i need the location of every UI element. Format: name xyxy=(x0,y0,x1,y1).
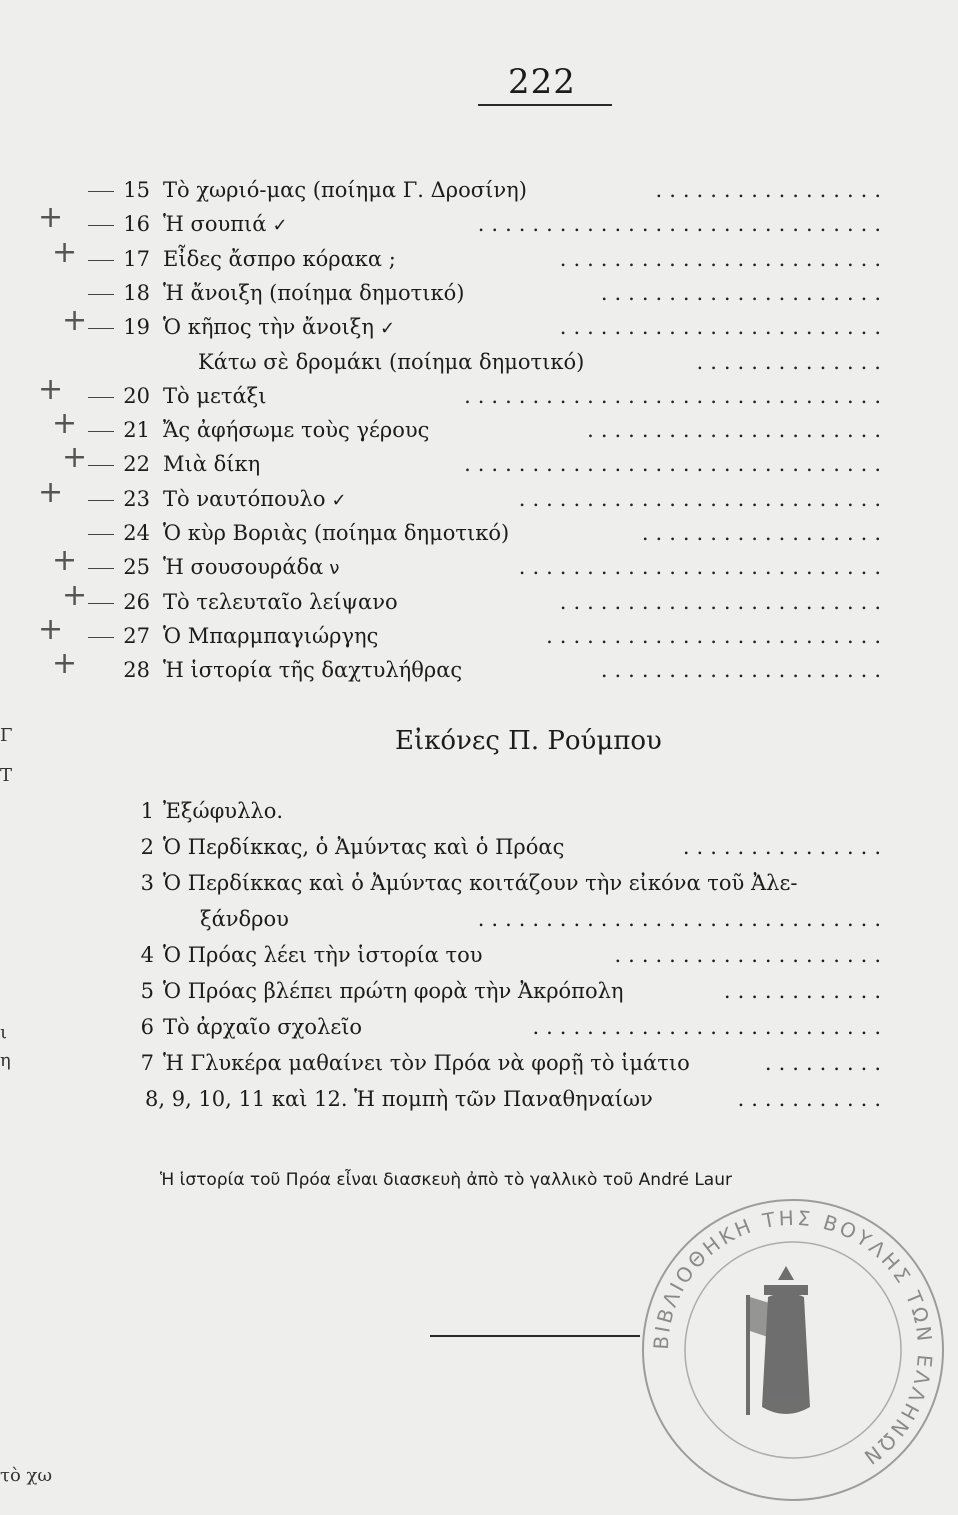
contents-entry xyxy=(0,621,900,651)
contents-entry xyxy=(0,312,900,342)
picture-number: 5 xyxy=(140,979,154,1003)
contents-entry xyxy=(0,484,900,514)
left-edge-fragment: Τ xyxy=(0,765,13,786)
entry-title: Μιὰ δίκη xyxy=(163,452,261,477)
leader-dots: ........................ xyxy=(559,246,888,271)
stamp-figure-icon xyxy=(746,1266,810,1415)
leader-dots: ............................... xyxy=(464,452,888,477)
entry-title: Ἡ σουσουράδα ν xyxy=(163,555,340,580)
left-edge-fragment: η xyxy=(0,1050,11,1071)
picture-title: 8, 9, 10, 11 καὶ 12. Ἡ πομπὴ τῶν Παναθηναίων xyxy=(145,1087,653,1111)
leader-dots: ............ xyxy=(723,979,888,1003)
entry-number: 26 xyxy=(123,589,150,614)
picture-title: Ὁ Περδίκκας καὶ ὁ Ἀμύντας κοιτάζουν τὴν εἰκόνα τοῦ Ἀλε- xyxy=(163,871,798,895)
entry-number: 19 xyxy=(123,315,150,340)
margin-dash-mark xyxy=(88,568,114,569)
check-mark: ✓ xyxy=(379,318,396,340)
entry-title: Τὸ τελευταῖο λείψανο xyxy=(163,589,398,614)
page-number-rule xyxy=(478,104,612,106)
picture-entry xyxy=(0,903,900,935)
page-number: 222 xyxy=(508,62,576,102)
entry-number: 20 xyxy=(123,383,150,408)
margin-dash-mark xyxy=(88,431,114,432)
picture-entry xyxy=(0,975,900,1007)
picture-entry xyxy=(0,939,900,971)
picture-number: 7 xyxy=(140,1051,154,1075)
margin-plus-mark: + xyxy=(38,371,64,407)
picture-entry xyxy=(0,1011,900,1043)
picture-title: Ὁ Πρόας βλέπει πρώτη φορὰ τὴν Ἀκρόπολη xyxy=(163,979,624,1003)
leader-dots: ............... xyxy=(682,835,888,859)
leader-dots: ........... xyxy=(737,1087,888,1111)
margin-plus-mark: + xyxy=(38,611,64,647)
entry-number: 25 xyxy=(123,555,150,580)
footnote: Ἡ ἱστορία τοῦ Πρόα εἶναι διασκευὴ ἀπὸ τὸ γαλλικὸ τοῦ André Laur xyxy=(160,1170,732,1190)
margin-dash-mark xyxy=(88,191,114,192)
contents-entry xyxy=(0,655,900,685)
entry-title: Ἄς ἀφήσωμε τοὺς γέρους xyxy=(163,418,430,443)
pictures-heading: Εἰκόνες Π. Ρούμπου xyxy=(395,726,662,756)
margin-plus-mark: + xyxy=(38,200,64,236)
contents-entry xyxy=(0,518,900,548)
margin-dash-mark xyxy=(88,397,114,398)
entry-number: 21 xyxy=(123,418,150,443)
margin-dash-mark xyxy=(88,603,114,604)
leader-dots: .............. xyxy=(696,349,888,374)
entry-title: Εἶδες ἄσπρο κόρακα ; xyxy=(163,246,396,271)
picture-title: Ὁ Πρόας λέει τὴν ἱστορία του xyxy=(163,943,483,967)
margin-plus-mark: + xyxy=(52,406,78,442)
leader-dots: ............................... xyxy=(464,383,888,408)
entry-title: Ἡ σουπιά ✓ xyxy=(163,212,288,237)
margin-dash-mark xyxy=(88,637,114,638)
margin-dash-mark xyxy=(88,534,114,535)
left-edge-fragment: Γ xyxy=(0,725,13,746)
entry-title: Ὁ κῆπος τὴν ἄνοιξη ✓ xyxy=(163,315,396,340)
entry-title: Ὁ κὺρ Βοριὰς (ποίημα δημοτικό) xyxy=(163,521,510,545)
contents-entry xyxy=(0,381,900,411)
margin-dash-mark xyxy=(88,260,114,261)
leader-dots: ..................... xyxy=(600,658,888,683)
entry-number: 23 xyxy=(123,486,150,511)
contents-entry xyxy=(0,175,900,205)
stamp-text: ΒΙΒΛΙΟΘΗΚΗ ΤΗΣ ΒΟΥΛΗΣ ΤΩΝ ΕΛΛΗΝΩΝ xyxy=(648,1205,938,1471)
margin-plus-mark: + xyxy=(38,474,64,510)
picture-entry xyxy=(0,831,900,863)
leader-dots: ........................ xyxy=(559,315,888,340)
leader-dots: ..................... xyxy=(600,280,888,305)
margin-plus-mark: + xyxy=(52,543,78,579)
entry-title: Ἡ ἄνοιξη (ποίημα δημοτικό) xyxy=(163,280,465,305)
leader-dots: ................. xyxy=(655,178,888,202)
leader-dots: ........................... xyxy=(518,555,888,580)
entry-title: Κάτω σὲ δρομάκι (ποίημα δημοτικό) xyxy=(198,349,585,374)
entry-number: 15 xyxy=(123,178,150,202)
margin-dash-mark xyxy=(88,294,114,295)
leader-dots: .................... xyxy=(614,943,888,967)
margin-dash-mark xyxy=(88,328,114,329)
leader-dots: ......... xyxy=(764,1051,888,1075)
entry-number: 17 xyxy=(123,246,150,271)
contents-entry xyxy=(0,209,900,239)
entry-number: 18 xyxy=(123,280,150,305)
contents-entry xyxy=(0,244,900,274)
picture-number: 2 xyxy=(140,835,154,859)
margin-dash-mark xyxy=(88,465,114,466)
contents-entry xyxy=(0,552,900,582)
library-stamp xyxy=(628,1185,958,1515)
leader-dots: ......................... xyxy=(546,623,888,648)
picture-entry xyxy=(0,867,900,899)
leader-dots: ........................... xyxy=(518,486,888,511)
picture-number: 4 xyxy=(140,943,154,967)
picture-number: 3 xyxy=(140,871,154,895)
entry-number: 24 xyxy=(123,521,150,545)
entry-title: Τὸ μετάξι xyxy=(163,383,267,408)
leader-dots: .............................. xyxy=(477,907,888,931)
entry-title: Ὁ Μπαρμπαγιώργης xyxy=(163,623,379,648)
contents-entry xyxy=(0,278,900,308)
margin-plus-mark: + xyxy=(52,646,78,682)
entry-number: 28 xyxy=(123,658,150,683)
contents-entry xyxy=(0,347,900,377)
margin-plus-mark: + xyxy=(62,577,88,613)
entry-number: 22 xyxy=(123,452,150,477)
entry-number: 16 xyxy=(123,212,150,237)
contents-entry xyxy=(0,449,900,479)
margin-dash-mark xyxy=(88,225,114,226)
left-edge-fragment: ι xyxy=(0,1022,8,1043)
margin-plus-mark: + xyxy=(62,440,88,476)
check-mark: ✓ xyxy=(272,215,288,237)
check-mark: ν xyxy=(329,558,340,580)
leader-dots: ........................ xyxy=(559,589,888,614)
entry-title: Ἡ ἱστορία τῆς δαχτυλήθρας xyxy=(163,658,463,683)
entry-number: 27 xyxy=(123,623,150,648)
leader-dots: .......................... xyxy=(532,1015,888,1039)
picture-number: 1 xyxy=(140,799,154,823)
margin-dash-mark xyxy=(88,500,114,501)
picture-entry xyxy=(0,1047,900,1079)
bottom-rule xyxy=(430,1335,640,1337)
leader-dots: ...................... xyxy=(587,418,888,443)
picture-title: Ἐξώφυλλο. xyxy=(163,799,284,823)
picture-title: Τὸ ἀρχαῖο σχολεῖο xyxy=(163,1015,363,1039)
entry-title: Τὸ χωριό-μας (ποίημα Γ. Δροσίνη) xyxy=(163,178,527,202)
leader-dots: .................. xyxy=(641,521,888,545)
left-edge-fragment: τὸ χω xyxy=(0,1465,53,1486)
entry-title: Τὸ ναυτόπουλο ✓ xyxy=(163,486,347,511)
contents-entry xyxy=(0,415,900,445)
margin-plus-mark: + xyxy=(62,303,88,339)
picture-title: ξάνδρου xyxy=(200,907,289,931)
picture-title: Ὁ Περδίκκας, ὁ Ἀμύντας καὶ ὁ Πρόας xyxy=(163,835,565,859)
picture-entry xyxy=(0,1083,900,1115)
picture-title: Ἡ Γλυκέρα μαθαίνει τὸν Πρόα νὰ φορῇ τὸ ἱμάτιο xyxy=(163,1051,690,1075)
leader-dots: .............................. xyxy=(477,212,888,237)
contents-entry xyxy=(0,587,900,617)
picture-number: 6 xyxy=(140,1015,154,1039)
margin-plus-mark: + xyxy=(52,234,78,270)
check-mark: ✓ xyxy=(331,489,347,511)
picture-entry xyxy=(0,795,900,827)
